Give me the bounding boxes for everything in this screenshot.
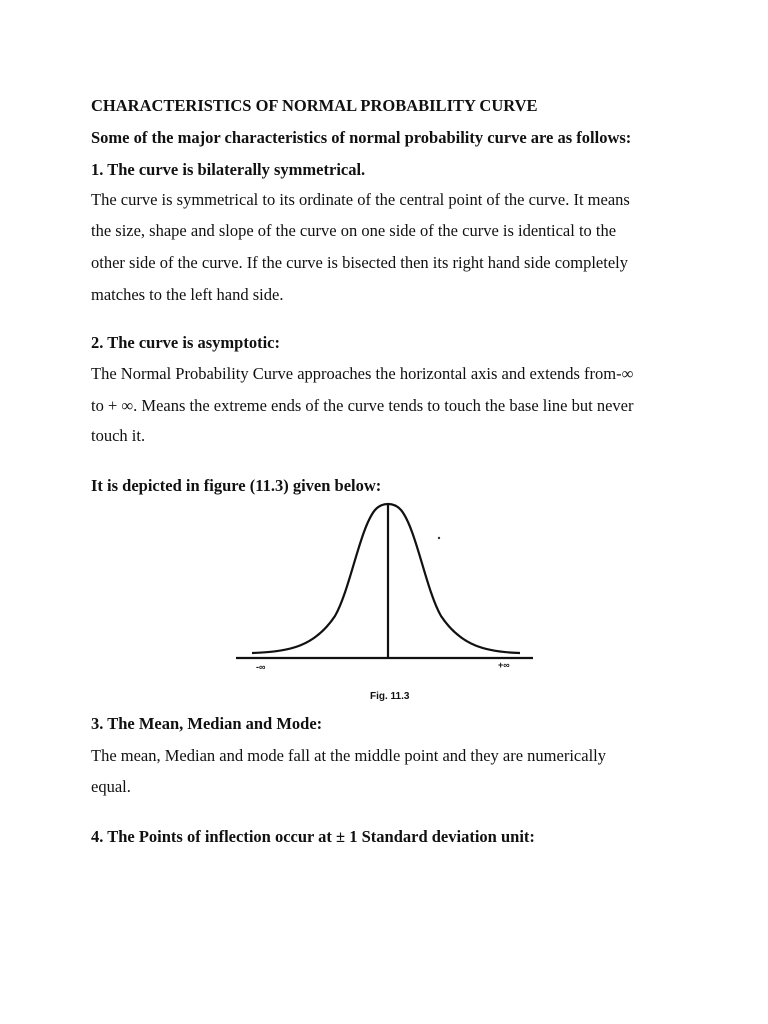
section-2-line-3: touch it. (91, 426, 146, 445)
figure-left-label: -∞ (256, 662, 266, 672)
section-1-heading: 1. The curve is bilaterally symmetrical. (91, 160, 366, 179)
section-1-line-3: other side of the curve. If the curve is bisected then its right hand side completely (91, 253, 628, 272)
section-3-heading: 3. The Mean, Median and Mode: (91, 714, 323, 733)
figure-caption: Fig. 11.3 (370, 691, 410, 702)
figure-right-label: +∞ (498, 660, 510, 670)
document-title: CHARACTERISTICS OF NORMAL PROBABILITY CURVE (91, 96, 538, 115)
section-3-line-2: equal. (91, 777, 131, 796)
figure-speck (438, 537, 440, 539)
section-1-line-4: matches to the left hand side. (91, 285, 284, 304)
figure-bell-curve (252, 504, 520, 653)
section-3-line-1: The mean, Median and mode fall at the middle point and they are numerically (91, 746, 606, 765)
section-1-line-2: the size, shape and slope of the curve on one side of the curve is identical to the (91, 221, 617, 240)
section-2-line-1: The Normal Probability Curve approaches the horizontal axis and extends from-∞ (91, 364, 634, 383)
normal-curve-figure (230, 498, 540, 708)
section-2-heading: 2. The curve is asymptotic: (91, 333, 280, 352)
intro-text: Some of the major characteristics of normal probability curve are as follows: (91, 128, 632, 147)
section-2-line-2: to + ∞. Means the extreme ends of the curve tends to touch the base line but never (91, 396, 634, 415)
figure-intro: It is depicted in figure (11.3) given below: (91, 476, 382, 495)
section-1-line-1: The curve is symmetrical to its ordinate of the central point of the curve. It means (91, 190, 630, 209)
section-4-heading: 4. The Points of inflection occur at ± 1 Standard deviation unit: (91, 827, 535, 846)
